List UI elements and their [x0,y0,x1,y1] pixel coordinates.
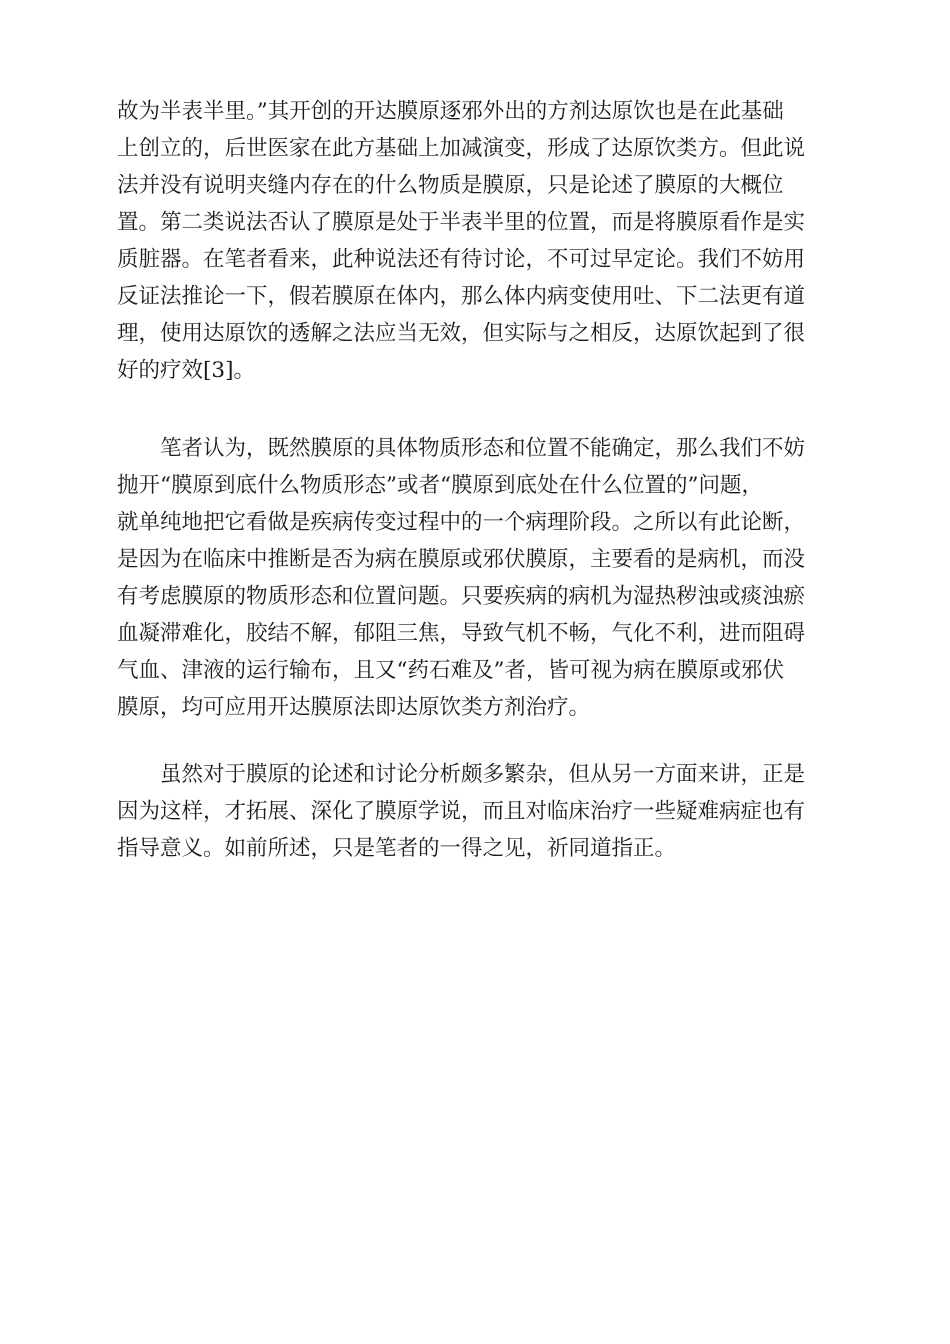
body-paragraph-3: 虽然对于膜原的论述和讨论分析颇多繁杂，但从另一方面来讲，正是 因为这样，才拓展、深化了膜原学说，而且对临床治疗一些疑难病症也有 指导意义。如前所述，只是笔者的一得之见，祈同道指正。 [117,762,806,861]
body-paragraph-2: 笔者认为，既然膜原的具体物质形态和位置不能确定，那么我们不妨 抛开“膜原到底什么物质形态”或者“膜原到底处在什么位置的”问题， 就单纯地把它看做是疾病传变过程中的一个病理阶段。之所以有此论断， 是因为在临床中推断是否为病在膜原或邪伏膜原，主要看的是病机，而没 有考虑膜原的物质形态和位置问题。只要疾病的病机为湿热秽浊或痰浊瘀 血凝滞难化，胶结不解，郁阻三焦，导致气机不畅，气化不利，进而阻碍 气血、津液的运行输布，且又“药石难及”者，皆可视为病在膜原或邪伏 膜原，均可应用开达膜原法即达原饮类方剂治疗。 [117,436,806,720]
body-paragraph-1: 故为半表半里。”其开创的开达膜原逐邪外出的方剂达原饮也是在此基础 上创立的，后世医家在此方基础上加减演变，形成了达原饮类方。但此说 法并没有说明夹缝内存在的什么物质是膜原，只是论述了膜原的大概位 置。第二类说法否认了膜原是处于半表半里的位置，而是将膜原看作是实 质脏器。在笔者看来，此种说法还有待讨论，不可过早定论。我们不妨用 反证法推论一下，假若膜原在体内，那么体内病变使用吐、下二法更有道 理，使用达原饮的透解之法应当无效，但实际与之相反，达原饮起到了很 好的疗效[3]。 [117,99,806,383]
